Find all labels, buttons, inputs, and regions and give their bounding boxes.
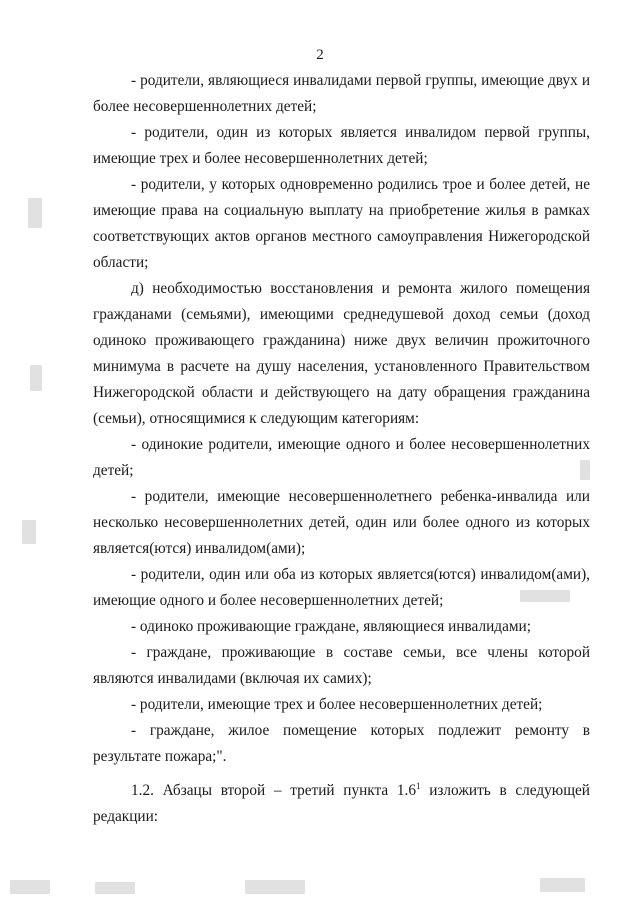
page-number: 2 [316, 47, 324, 63]
paragraph-amendment-1-2 [93, 778, 590, 830]
paragraph-parents-disabled-group1: - родители, являющиеся инвалидами первой группы, имеющие двух и более несовершеннолетних детей; [93, 72, 590, 115]
scan-noise [580, 460, 590, 480]
scan-noise [540, 878, 585, 892]
scan-noise [10, 880, 50, 894]
paragraph-large-families: - родители, имеющие трех и более несовершеннолетних детей; [131, 696, 543, 713]
paragraph-single-disabled-citizens: - одиноко проживающие граждане, являющиеся инвалидами; [131, 618, 531, 635]
paragraph-all-members-disabled: - граждане, проживающие в составе семьи, все члены которой являются инвалидами (включая их самих); [93, 644, 590, 687]
paragraph-parents-one-or-both-disabled: - родители, один или оба из которых является(ются) инвалидом(ами), имеющие одного и более несовершеннолетних детей; [93, 566, 590, 609]
scan-noise [30, 365, 42, 391]
scan-noise [22, 520, 36, 544]
scan-noise [95, 882, 135, 894]
document-body [93, 68, 590, 830]
paragraph-single-parents: - одинокие родители, имеющие одного и более несовершеннолетних детей; [93, 436, 590, 479]
scan-noise [520, 590, 570, 602]
paragraph-fire-damage: - граждане, жилое помещение которых подлежит ремонту в результате пожара;". [93, 722, 590, 765]
amendment-superscript: 1 [416, 781, 421, 791]
paragraph-parent-one-disabled: - родители, один из которых является инвалидом первой группы, имеющие трех и более несовершеннолетних детей; [93, 124, 590, 167]
amendment-text-start: 1.2. Абзацы второй – третий пункта 1.6 [131, 782, 416, 799]
scan-noise [245, 880, 305, 894]
amendment-text-end: изложить в следующей редакции: [93, 782, 590, 825]
scan-noise [28, 198, 42, 228]
paragraph-parents-disabled-child: - родители, имеющие несовершеннолетнего ребенка-инвалида или несколько несовершеннолетних детей, один или более одного из которых является(ются) инвалидом(ами); [93, 488, 590, 557]
paragraph-parents-triplets: - родители, у которых одновременно родились трое и более детей, не имеющие права на социальную выплату на приобретение жилья в рамках соответствующих актов органов местного самоуправления Нижегородской области; [93, 176, 590, 271]
paragraph-item-d-repair: д) необходимостью восстановления и ремонта жилого помещения гражданами (семьями), имеющими среднедушевой доход семьи (доход одиноко проживающего гражданина) ниже двух величин прожиточного минимума в расчете на душу населения, установленного Правительством Нижегородской области и действующего на дату обращения гражданина (семьи), относящимися к следующим категориям: [93, 280, 590, 427]
